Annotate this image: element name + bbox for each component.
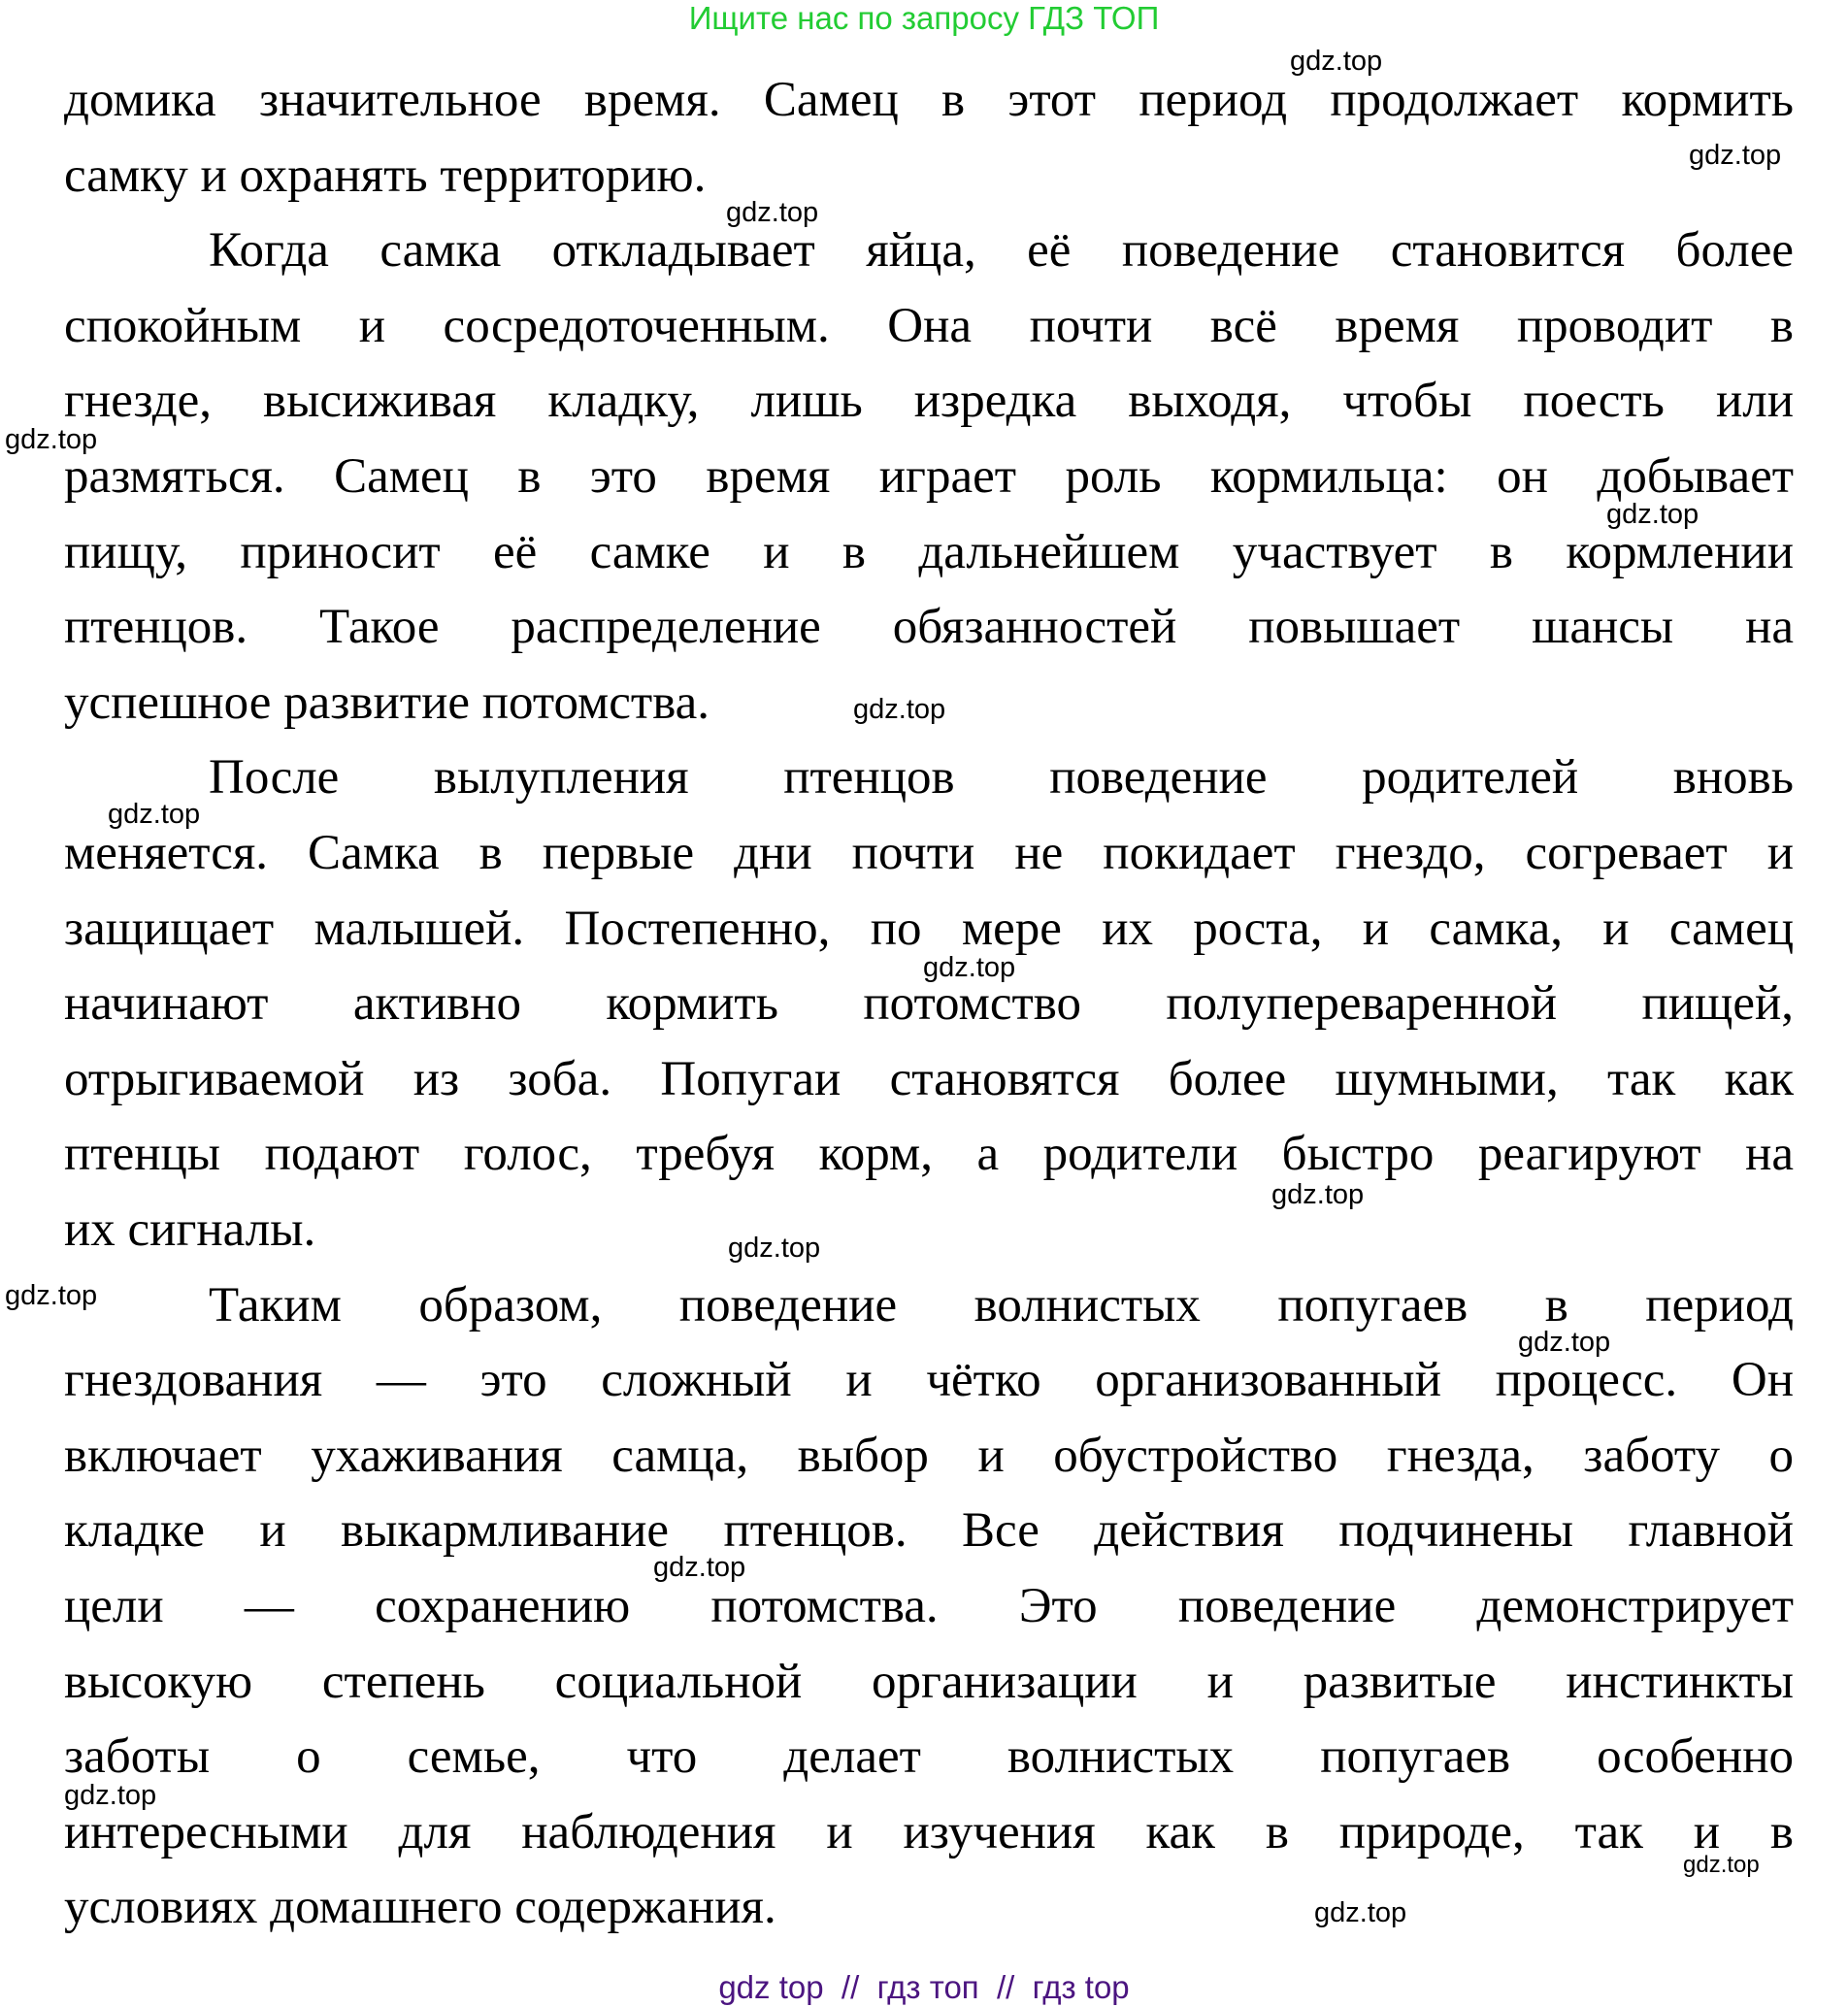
text-line: их сигналы. xyxy=(64,1202,316,1257)
watermark: gdz.top xyxy=(108,799,201,830)
watermark: gdz.top xyxy=(5,1280,98,1311)
text-line: Таким образом, поведение волнистых попугаев в период xyxy=(209,1277,1794,1333)
watermark: gdz.top xyxy=(1683,1852,1760,1878)
text-line: защищает малышей. Постепенно, по мере их роста, и самка, и самец xyxy=(64,901,1794,956)
text-line: гнездования — это сложный и чётко организованный процесс. Он xyxy=(64,1353,1794,1408)
watermark: gdz.top xyxy=(5,424,98,455)
watermark: gdz.top xyxy=(1689,140,1782,171)
watermark: gdz.top xyxy=(64,1780,157,1811)
text-line: пищу, приносит её самке и в дальнейшем участвует в кормлении xyxy=(64,524,1794,579)
text-line: спокойным и сосредоточенным. Она почти всё время проводит в xyxy=(64,298,1794,353)
watermark: gdz.top xyxy=(1290,46,1383,77)
text-line: кладке и выкармливание птенцов. Все действия подчинены главной xyxy=(64,1503,1794,1559)
text-line: цели — сохранению потомства. Это поведение демонстрирует xyxy=(64,1579,1794,1633)
text-line: условиях домашнего содержания. xyxy=(64,1880,776,1935)
watermark: gdz.top xyxy=(653,1552,746,1583)
text-line: меняется. Самка в первые дни почти не покидает гнездо, согревает и xyxy=(64,826,1794,880)
text-line: Когда самка откладывает яйца, её поведение становится более xyxy=(209,223,1794,279)
text-line: успешное развитие потомства. xyxy=(64,674,710,730)
watermark: gdz.top xyxy=(1271,1179,1365,1210)
watermark: gdz.top xyxy=(923,952,1016,983)
watermark: gdz.top xyxy=(728,1233,821,1264)
text-line: птенцы подают голос, требуя корм, а родители быстро реагируют на xyxy=(64,1127,1794,1182)
text-line: После вылупления птенцов поведение родителей вновь xyxy=(209,750,1794,806)
text-line: начинают активно кормить потомство полупереваренной пищей, xyxy=(64,976,1794,1032)
text-line: птенцов. Такое распределение обязанностей повышает шансы на xyxy=(64,600,1794,655)
text-line: домика значительное время. Самец в этот период продолжает кормить xyxy=(64,73,1794,127)
text-line: отрыгиваемой из зоба. Попугаи становятся более шумными, так как xyxy=(64,1051,1794,1106)
search-hint-banner: Ищите нас по запросу ГДЗ ТОП xyxy=(688,0,1160,36)
watermark: gdz.top xyxy=(853,694,946,725)
text-line: заботы о семье, что делает волнистых попугаев особенно xyxy=(64,1729,1794,1785)
text-line: высокую степень социальной организации и развитые инстинкты xyxy=(64,1654,1794,1709)
watermark: gdz.top xyxy=(1314,1897,1407,1928)
footer-links: gdz top // гдз топ // гдз top xyxy=(718,1969,1130,2005)
text-line: размяться. Самец в это время играет роль кормильца: он добывает xyxy=(64,449,1794,504)
text-line: включает ухаживания самца, выбор и обустройство гнезда, заботу о xyxy=(64,1428,1794,1483)
watermark: gdz.top xyxy=(726,197,819,228)
watermark: gdz.top xyxy=(1518,1327,1611,1358)
text-line: самку и охранять территорию. xyxy=(64,148,707,203)
watermark: gdz.top xyxy=(1606,499,1700,530)
text-line: интересными для наблюдения и изучения как в природе, так и в xyxy=(64,1804,1794,1859)
text-line: гнезде, высиживая кладку, лишь изредка выходя, чтобы поесть или xyxy=(64,374,1794,429)
